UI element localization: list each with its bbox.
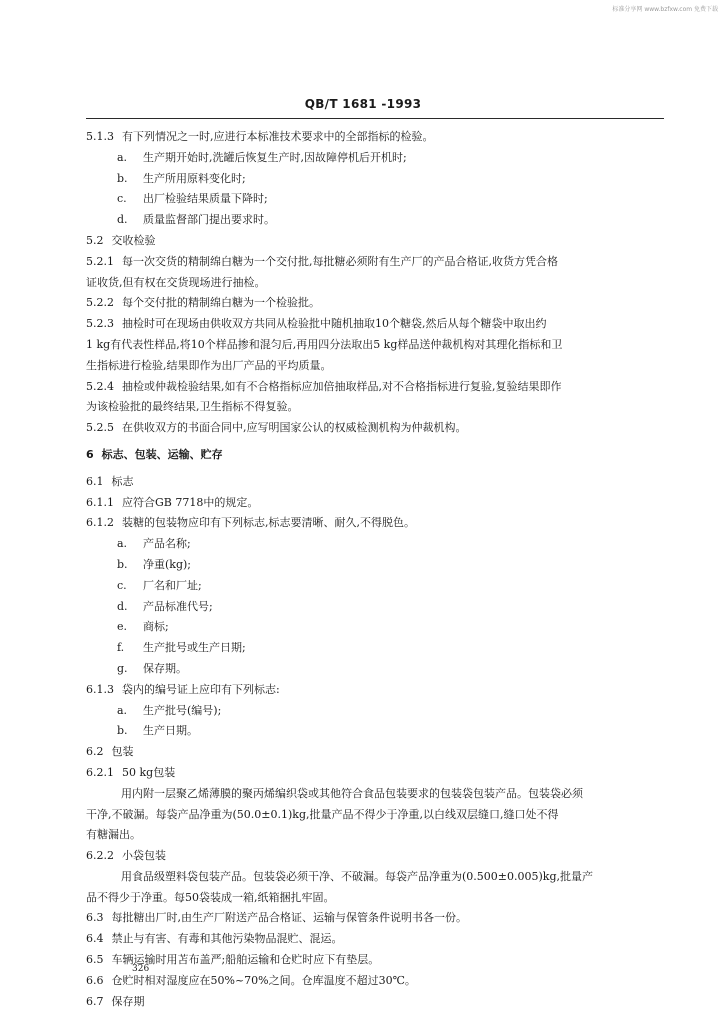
list-label: b. xyxy=(117,724,128,738)
section-number: 6.4 xyxy=(86,932,104,946)
list-text: 出厂检验结果质量下降时; xyxy=(143,192,268,206)
clause-text: 50 kg包装 xyxy=(122,765,176,779)
section-title: 包装 xyxy=(111,745,134,759)
clause-text: 小袋包装 xyxy=(122,849,166,863)
clause-5-1-3 xyxy=(86,127,662,148)
list-label: c. xyxy=(117,192,127,206)
section-6-5 xyxy=(86,950,662,971)
list-item xyxy=(86,148,662,169)
clause-number: 6.1.1 xyxy=(86,495,114,509)
list-label: g. xyxy=(117,661,128,675)
clause-text: 装糖的包装物应印有下列标志,标志要清晰、耐久,不得脱色。 xyxy=(122,516,415,530)
paragraph-line: 用食品级塑料袋包装产品。包装袋必须干净、不破漏。每袋产品净重为(0.500±0.005)kg,批量产 xyxy=(121,869,593,883)
clause-number: 6.2.2 xyxy=(86,849,114,863)
list-item xyxy=(86,617,662,638)
section-number: 6.6 xyxy=(86,973,104,987)
clause-5-2-1 xyxy=(86,252,662,273)
list-label: d. xyxy=(117,599,128,613)
watermark: 标准分享网 www.bzfxw.com 免费下载 xyxy=(612,6,718,13)
list-label: a. xyxy=(117,150,128,164)
clause-number: 5.2.4 xyxy=(86,379,114,393)
section-number: 6.1 xyxy=(86,474,104,488)
page-header: QB/T 1681 -1993 xyxy=(304,97,422,111)
list-text: 商标; xyxy=(143,620,169,634)
list-text: 生产批号或生产日期; xyxy=(143,641,246,655)
section-number: 5.2 xyxy=(86,233,104,247)
list-item xyxy=(86,721,662,742)
list-label: b. xyxy=(117,171,128,185)
clause-continuation: 生指标进行检验,结果即作为出厂产品的平均质量。 xyxy=(86,358,332,372)
list-label: f. xyxy=(117,641,125,655)
section-title: 交收检验 xyxy=(111,233,156,247)
clause-6-2-1 xyxy=(86,763,662,784)
clause-number: 5.1.3 xyxy=(86,130,114,143)
list-text: 生产批号(编号); xyxy=(143,703,222,717)
section-text: 禁止与有害、有毒和其他污染物品混贮、混运。 xyxy=(111,932,343,946)
paragraph-line: 有糖漏出。 xyxy=(86,828,141,842)
clause-number: 6.1.2 xyxy=(86,516,114,530)
list-item xyxy=(86,597,662,618)
section-number: 6.3 xyxy=(86,911,104,925)
chapter-6 xyxy=(86,445,662,466)
list-text: 净重(kg); xyxy=(143,557,191,571)
section-6-3 xyxy=(86,908,662,929)
section-6-2 xyxy=(86,742,662,763)
document-body xyxy=(86,127,662,1012)
list-label: a. xyxy=(117,537,128,551)
clause-continuation: 1 kg有代表性样品,将10个样品掺和混匀后,再用四分法取出5 kg样品送仲裁机构对其理化指标和卫 xyxy=(86,337,563,351)
list-item xyxy=(86,638,662,659)
clause-number: 5.2.5 xyxy=(86,421,114,435)
clause-6-2-2 xyxy=(86,846,662,867)
clause-number: 5.2.1 xyxy=(86,254,114,268)
section-number: 6.5 xyxy=(86,953,104,967)
list-item xyxy=(86,659,662,680)
list-label: d. xyxy=(117,213,128,227)
list-item xyxy=(86,534,662,555)
clause-text: 每个交付批的精制绵白糖为一个检验批。 xyxy=(122,296,320,310)
header-rule xyxy=(86,118,664,119)
section-5-2 xyxy=(86,231,662,252)
list-text: 厂名和厂址; xyxy=(143,578,202,592)
clause-text: 抽检时可在现场由供收双方共同从检验批中随机抽取10个糖袋,然后从每个糖袋中取出约 xyxy=(122,317,547,331)
paragraph-line: 品不得少于净重。每50袋装成一箱,纸箱捆扎牢固。 xyxy=(86,890,335,904)
clause-5-2-5 xyxy=(86,418,662,439)
clause-5-2-3 xyxy=(86,314,662,335)
clause-number: 5.2.2 xyxy=(86,296,114,310)
list-text: 质量监督部门提出要求时。 xyxy=(143,213,275,227)
list-text: 生产日期。 xyxy=(143,724,198,738)
clause-text: 袋内的编号证上应印有下列标志: xyxy=(122,682,280,696)
section-title: 保存期 xyxy=(111,994,145,1008)
list-text: 生产所用原料变化时; xyxy=(143,171,246,185)
clause-continuation: 为该检验批的最终结果,卫生指标不得复验。 xyxy=(86,400,299,414)
list-item xyxy=(86,210,662,231)
clause-5-2-2 xyxy=(86,293,662,314)
list-item xyxy=(86,169,662,190)
clause-continuation: 证收货,但有权在交货现场进行抽检。 xyxy=(86,275,266,289)
paragraph-line: 干净,不破漏。每袋产品净重为(50.0±0.1)kg,批量产品不得少于净重,以白线双层缝口,缝口处不得 xyxy=(86,807,559,821)
list-label: c. xyxy=(117,578,127,592)
list-item xyxy=(86,555,662,576)
clause-text: 抽检或仲裁检验结果,如有不合格指标应加倍抽取样品,对不合格指标进行复验,复验结果即作 xyxy=(122,379,562,393)
list-label: a. xyxy=(117,703,128,717)
paragraph-line: 用内附一层聚乙烯薄膜的聚丙烯编织袋或其他符合食品包装要求的包装袋包装产品。包装袋必须 xyxy=(121,786,583,800)
section-text: 车辆运输时用苫布盖严;船舶运输和仓贮时应下有垫层。 xyxy=(111,953,380,967)
clause-6-1-3 xyxy=(86,680,662,701)
section-6-6 xyxy=(86,971,662,992)
list-item xyxy=(86,701,662,722)
clause-6-1-1 xyxy=(86,493,662,514)
list-label: b. xyxy=(117,557,128,571)
list-label: e. xyxy=(117,620,128,634)
clause-6-1-2 xyxy=(86,513,662,534)
clause-5-2-4 xyxy=(86,377,662,398)
page-number: 326 xyxy=(132,964,150,974)
section-6-4 xyxy=(86,929,662,950)
clause-number: 6.1.3 xyxy=(86,682,114,696)
clause-number: 5.2.3 xyxy=(86,317,114,331)
clause-text: 在供收双方的书面合同中,应写明国家公认的权威检测机构为仲裁机构。 xyxy=(122,421,467,435)
chapter-number: 6 xyxy=(86,447,94,461)
list-text: 保存期。 xyxy=(143,661,187,675)
section-number: 6.2 xyxy=(86,745,104,759)
clause-text: 每一次交货的精制绵白糖为一个交付批,每批糖必须附有生产厂的产品合格证,收货方凭合格 xyxy=(122,254,558,268)
list-text: 产品标准代号; xyxy=(143,599,213,613)
chapter-title: 标志、包装、运输、贮存 xyxy=(101,447,223,461)
section-text: 每批糖出厂时,由生产厂附送产品合格证、运输与保管条件说明书各一份。 xyxy=(111,911,467,925)
clause-text: 应符合GB 7718中的规定。 xyxy=(122,495,259,509)
list-text: 产品名称; xyxy=(143,537,191,551)
clause-text: 有下列情况之一时,应进行本标准技术要求中的全部指标的检验。 xyxy=(122,130,434,143)
list-item xyxy=(86,576,662,597)
section-6-7 xyxy=(86,992,662,1013)
section-text: 仓贮时相对湿度应在50%~70%之间。仓库温度不超过30℃。 xyxy=(111,973,416,987)
list-item xyxy=(86,189,662,210)
section-number: 6.7 xyxy=(86,994,104,1008)
clause-number: 6.2.1 xyxy=(86,765,114,779)
section-6-1 xyxy=(86,472,662,493)
list-text: 生产期开始时,洗罐后恢复生产时,因故障停机后开机时; xyxy=(143,150,407,164)
section-title: 标志 xyxy=(111,474,134,488)
